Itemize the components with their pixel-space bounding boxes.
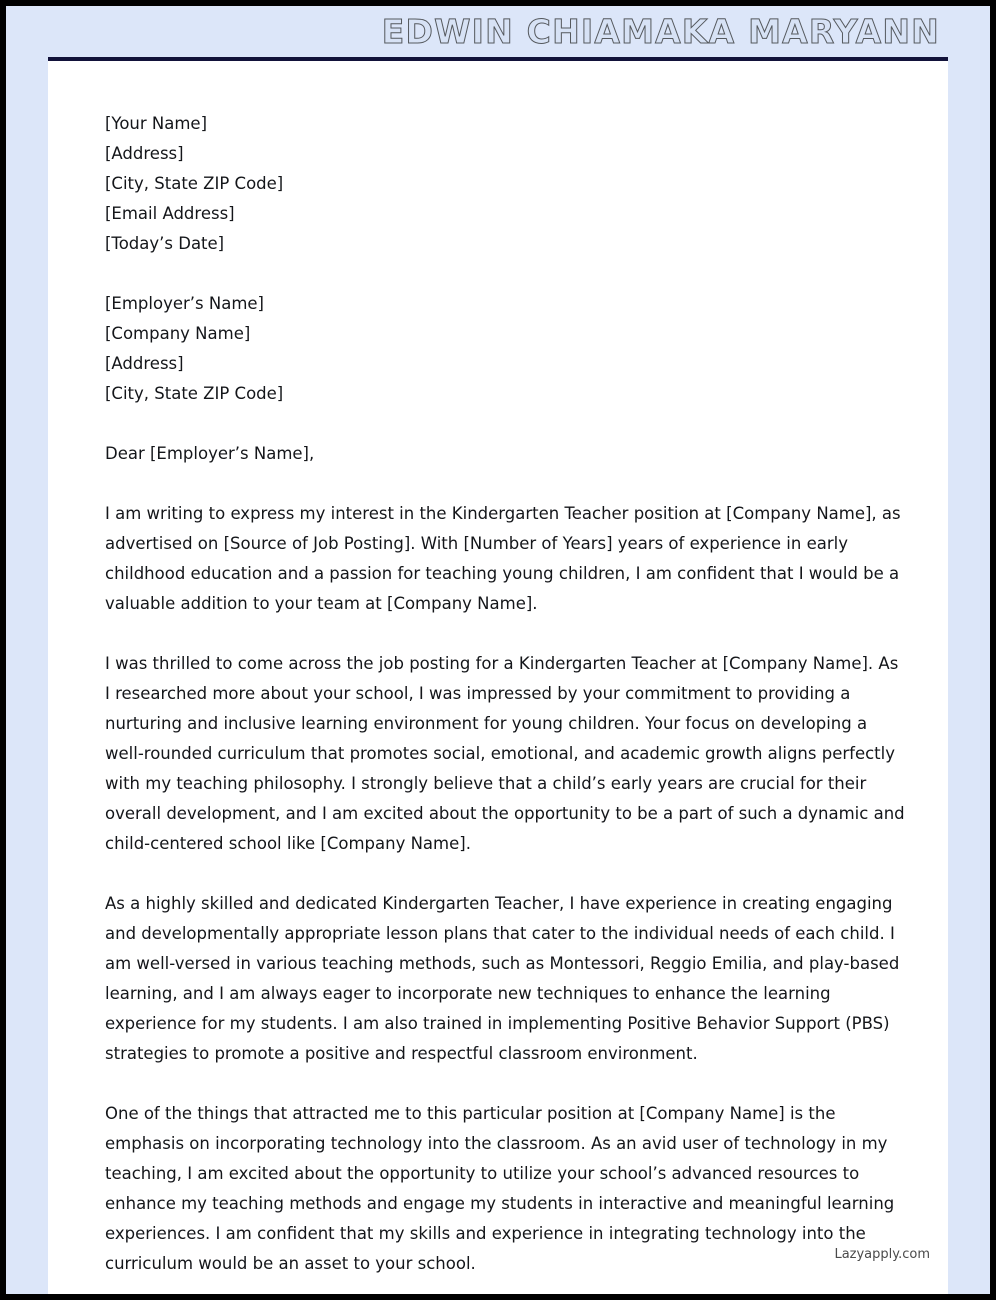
sender-line: [Today’s Date] [105,234,225,253]
letter-paragraph: I am writing to express my interest in the Kindergarten Teacher position at [Company Name], as advertised on [Source of Job Posting]. With [Number of Years] years of experience in early childhood education and a passion for teaching young children, I am confident that I would be a valuable addition to your team at [Company Name]. [105,504,901,613]
sender-line: [Your Name] [105,114,208,133]
sender-line: [Email Address] [105,204,235,223]
letter-paragraph: As a highly skilled and dedicated Kindergarten Teacher, I have experience in creating engaging and developmentally appropriate lesson plans that cater to the individual needs of each child. I am well-versed in various teaching methods, such as Montessori, Reggio Emilia, and play-based learning, and I am always eager to incorporate new techniques to enhance the learning experience for my students. I am also trained in implementing Positive Behavior Support (PBS) strategies to promote a positive and respectful classroom environment. [105,894,900,1063]
recipient-line: [Employer’s Name] [105,294,264,313]
letter-sheet [48,57,948,1294]
document-page [6,6,990,1294]
document-header [6,6,990,56]
recipient-address-block [105,289,905,409]
cover-letter-body [105,109,905,1294]
letter-paragraph: I was thrilled to come across the job posting for a Kindergarten Teacher at [Company Name]. As I researched more about your school, I was impressed by your commitment to providing a nurturing and inclusive learning environment for young children. Your focus on developing a well-rounded curriculum that promotes social, emotional, and academic growth aligns perfectly with my teaching philosophy. I strongly believe that a child’s early years are crucial for their overall development, and I am excited about the opportunity to be a part of such a dynamic and child-centered school like [Company Name]. [105,654,905,853]
letter-paragraph: One of the things that attracted me to this particular position at [Company Name] is the emphasis on incorporating technology into the classroom. As an avid user of technology in my teaching, I am excited about the opportunity to utilize your school’s advanced resources to enhance my teaching methods and engage my students in interactive and meaningful learning experiences. I am confident that my skills and experience in integrating technology into the curriculum would be an asset to your school. [105,1104,895,1273]
recipient-line: [City, State ZIP Code] [105,384,284,403]
watermark-label: Lazyapply.com [830,1245,934,1264]
page-title: EDWIN CHIAMAKA MARYANN [381,11,940,51]
salutation: Dear [Employer’s Name], [105,444,315,463]
recipient-line: [Address] [105,354,184,373]
sender-line: [City, State ZIP Code] [105,174,284,193]
sender-address-block [105,109,905,259]
recipient-line: [Company Name] [105,324,251,343]
sender-line: [Address] [105,144,184,163]
